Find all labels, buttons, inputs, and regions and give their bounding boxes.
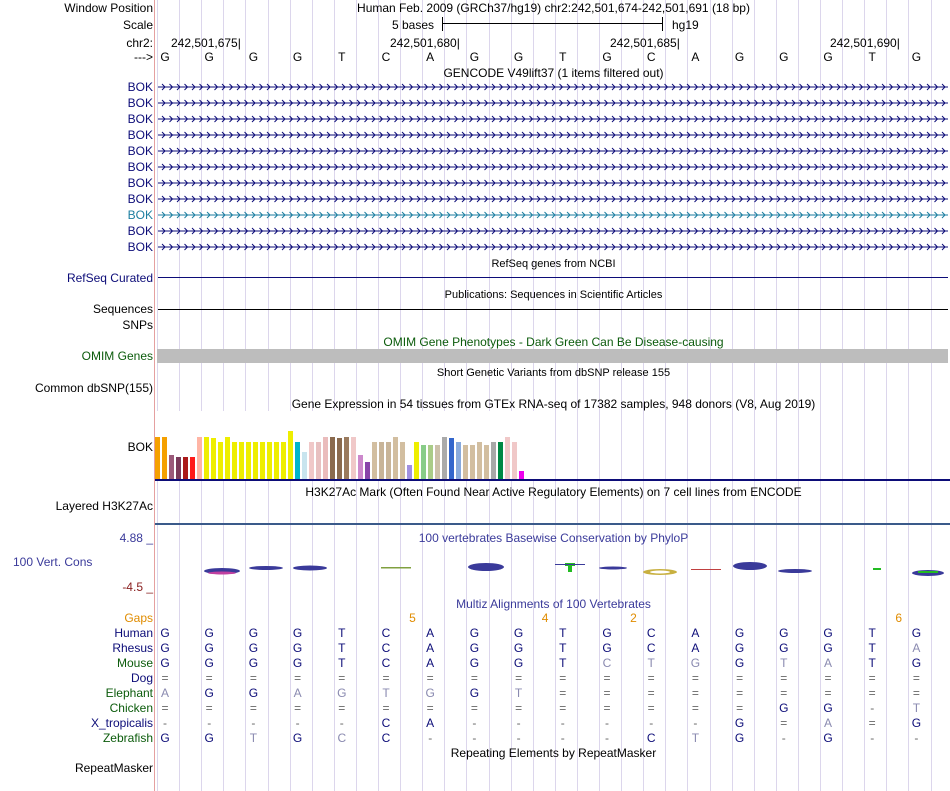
base: G bbox=[160, 50, 170, 64]
aligned-base: - bbox=[605, 731, 609, 745]
aligned-base: A bbox=[691, 626, 700, 640]
aligned-base: - bbox=[428, 731, 433, 745]
gtex-tissue-bar[interactable] bbox=[351, 437, 356, 479]
aligned-base: G bbox=[292, 731, 303, 745]
aligned-base: T bbox=[691, 731, 700, 745]
species-label[interactable]: Zebrafish bbox=[102, 731, 153, 745]
aligned-base: = bbox=[912, 671, 920, 685]
gtex-tissue-bar[interactable] bbox=[169, 455, 174, 479]
gtex-tissue-bar[interactable] bbox=[456, 442, 461, 479]
refseq-line[interactable] bbox=[158, 277, 948, 278]
gtex-tissue-bar[interactable] bbox=[519, 471, 524, 479]
gtex-tissue-bar[interactable] bbox=[155, 437, 160, 479]
aligned-base: C bbox=[381, 626, 391, 640]
aligned-base: T bbox=[559, 626, 567, 640]
gene-model[interactable] bbox=[158, 80, 948, 94]
base: G bbox=[779, 50, 789, 64]
aligned-base: - bbox=[914, 731, 919, 745]
aligned-base: G bbox=[248, 686, 259, 700]
gtex-tissue-bar[interactable] bbox=[190, 457, 195, 479]
window-position-label: Window Position bbox=[64, 1, 153, 15]
aligned-base: G bbox=[204, 656, 214, 670]
aligned-base: = bbox=[691, 671, 699, 685]
publications-title: Publications: Sequences in Scientific Articles bbox=[444, 289, 663, 301]
aligned-base: G bbox=[204, 641, 214, 655]
aligned-base: G bbox=[513, 656, 524, 670]
base: G bbox=[469, 50, 480, 64]
aligned-base: A bbox=[426, 656, 435, 670]
aligned-base: G bbox=[823, 641, 833, 655]
window-position-value: Human Feb. 2009 (GRCh37/hg19) chr2:242,501,674-242,501,691 (18 bp) bbox=[357, 1, 750, 15]
gtex-tissue-bar[interactable] bbox=[400, 442, 405, 479]
gtex-tissue-bar[interactable] bbox=[407, 465, 412, 479]
coordinate-tick: 242,501,685| bbox=[610, 36, 680, 50]
aligned-base: A bbox=[691, 641, 700, 655]
aligned-base: - bbox=[649, 716, 654, 730]
aligned-base: = bbox=[780, 716, 788, 730]
gene-label[interactable]: BOK bbox=[127, 112, 153, 126]
aligned-base: G bbox=[248, 656, 259, 670]
aligned-base: T bbox=[647, 656, 655, 670]
base: G bbox=[248, 50, 259, 64]
gtex-tissue-bar[interactable] bbox=[302, 452, 307, 479]
gene-label[interactable]: BOK bbox=[127, 144, 153, 158]
aligned-base: T bbox=[514, 686, 523, 700]
gtex-tissue-bar[interactable] bbox=[358, 455, 363, 479]
gap-count: 2 bbox=[630, 611, 637, 625]
gene-model[interactable] bbox=[158, 176, 948, 190]
gtex-bars[interactable] bbox=[155, 411, 535, 479]
aligned-base: G bbox=[160, 731, 170, 745]
aligned-base: = bbox=[205, 671, 213, 685]
omim-label[interactable]: OMIM Genes bbox=[81, 349, 153, 363]
aligned-base: G bbox=[911, 626, 922, 640]
h3k27ac-label[interactable]: Layered H3K27Ac bbox=[55, 499, 153, 513]
aligned-base: = bbox=[338, 701, 346, 715]
aligned-base: G bbox=[734, 731, 745, 745]
aligned-base: T bbox=[338, 656, 346, 670]
aligned-base: = bbox=[470, 671, 478, 685]
aligned-base: = bbox=[736, 671, 744, 685]
gene-label[interactable]: BOK bbox=[127, 160, 153, 174]
gap-count: 5 bbox=[409, 611, 416, 625]
aligned-base: T bbox=[559, 656, 567, 670]
gene-model[interactable] bbox=[158, 96, 948, 110]
species-label[interactable]: Dog bbox=[130, 671, 153, 685]
scale-text: 5 bases bbox=[392, 18, 435, 32]
aligned-base: = bbox=[603, 671, 611, 685]
gtex-tissue-bar[interactable] bbox=[463, 445, 468, 479]
gtex-tissue-bar[interactable] bbox=[204, 437, 209, 479]
aligned-base: G bbox=[469, 686, 480, 700]
aligned-base: A bbox=[160, 686, 169, 700]
conservation-title: 100 vertebrates Basewise Conservation by PhyloP bbox=[418, 531, 689, 545]
repeatmasker-label[interactable]: RepeatMasker bbox=[74, 761, 153, 775]
aligned-base: G bbox=[513, 641, 524, 655]
aligned-base: C bbox=[646, 731, 656, 745]
aligned-base: G bbox=[292, 641, 303, 655]
h3k27ac-title: H3K27Ac Mark (Often Found Near Active Regulatory Elements) on 7 cell lines from ENCODE bbox=[305, 485, 802, 499]
aligned-base: G bbox=[911, 656, 922, 670]
aligned-base: C bbox=[646, 641, 656, 655]
aligned-base: = bbox=[647, 701, 655, 715]
scale-bar bbox=[442, 17, 663, 31]
aligned-base: G bbox=[734, 656, 745, 670]
aligned-base: T bbox=[249, 731, 258, 745]
aligned-base: A bbox=[426, 716, 435, 730]
gtex-tissue-bar[interactable] bbox=[428, 445, 433, 479]
aligned-base: = bbox=[426, 671, 434, 685]
gtex-tissue-bar[interactable] bbox=[225, 437, 230, 479]
aligned-base: = bbox=[780, 671, 788, 685]
base: T bbox=[559, 50, 567, 64]
scale-label: Scale bbox=[122, 18, 153, 32]
aligned-base: G bbox=[469, 626, 480, 640]
aligned-base: = bbox=[161, 701, 169, 715]
aligned-base: G bbox=[911, 716, 922, 730]
gene-model[interactable] bbox=[158, 112, 948, 126]
aligned-base: A bbox=[912, 641, 921, 655]
aligned-base: - bbox=[472, 731, 477, 745]
gene-model[interactable] bbox=[158, 192, 948, 206]
coordinate-tick: 242,501,675| bbox=[171, 36, 241, 50]
aligned-base: G bbox=[160, 656, 170, 670]
conservation-min: -4.5 _ bbox=[122, 580, 153, 594]
aligned-base: G bbox=[734, 641, 745, 655]
gene-label[interactable]: BOK bbox=[127, 208, 153, 222]
aligned-base: = bbox=[868, 671, 876, 685]
species-label[interactable]: Mouse bbox=[116, 656, 153, 670]
refseq-label[interactable]: RefSeq Curated bbox=[66, 271, 153, 285]
aligned-base: G bbox=[292, 626, 303, 640]
aligned-base: T bbox=[868, 656, 876, 670]
aligned-base: - bbox=[472, 716, 477, 730]
aligned-base: G bbox=[513, 626, 524, 640]
gtex-tissue-bar[interactable] bbox=[239, 442, 244, 479]
gtex-tissue-bar[interactable] bbox=[295, 442, 300, 479]
gtex-tissue-bar[interactable] bbox=[197, 437, 202, 479]
gtex-tissue-bar[interactable] bbox=[414, 442, 419, 479]
aligned-base: = bbox=[559, 701, 567, 715]
gene-label[interactable]: BOK bbox=[127, 80, 153, 94]
aligned-base: = bbox=[559, 671, 567, 685]
aligned-base: - bbox=[605, 716, 609, 730]
aligned-base: - bbox=[870, 701, 875, 715]
gtex-tissue-bar[interactable] bbox=[274, 442, 279, 479]
aligned-base: G bbox=[248, 641, 259, 655]
aligned-base: - bbox=[207, 716, 212, 730]
aligned-base: C bbox=[337, 731, 347, 745]
gtex-tissue-bar[interactable] bbox=[176, 457, 181, 479]
gene-model[interactable] bbox=[158, 144, 948, 158]
aligned-base: G bbox=[160, 641, 170, 655]
aligned-base: C bbox=[381, 731, 391, 745]
aligned-base: T bbox=[382, 686, 390, 700]
base: G bbox=[292, 50, 303, 64]
gtex-tissue-bar[interactable] bbox=[337, 438, 342, 479]
gtex-tissue-bar[interactable] bbox=[505, 437, 510, 479]
gap-count: 4 bbox=[541, 611, 549, 625]
aligned-base: = bbox=[691, 701, 699, 715]
aligned-base: G bbox=[160, 626, 170, 640]
aligned-base: = bbox=[249, 701, 257, 715]
aligned-base: = bbox=[736, 686, 744, 700]
refseq-title: RefSeq genes from NCBI bbox=[491, 258, 616, 270]
aligned-base: = bbox=[426, 701, 434, 715]
aligned-base: = bbox=[603, 701, 611, 715]
base: G bbox=[823, 50, 833, 64]
aligned-base: C bbox=[646, 626, 656, 640]
aligned-base: T bbox=[868, 641, 876, 655]
aligned-base: = bbox=[824, 686, 832, 700]
gtex-label[interactable]: BOK bbox=[127, 440, 153, 454]
publications-line[interactable] bbox=[158, 309, 948, 310]
gene-label[interactable]: BOK bbox=[127, 224, 153, 238]
base: A bbox=[426, 50, 435, 64]
dbsnp-title: Short Genetic Variants from dbSNP release 155 bbox=[436, 367, 671, 379]
gene-model[interactable] bbox=[158, 208, 948, 222]
omim-title: OMIM Gene Phenotypes - Dark Green Can Be Disease-causing bbox=[383, 335, 724, 349]
aligned-base: G bbox=[292, 656, 303, 670]
multiz-title: Multiz Alignments of 100 Vertebrates bbox=[456, 597, 651, 611]
aligned-base: = bbox=[205, 701, 213, 715]
gtex-tissue-bar[interactable] bbox=[386, 442, 391, 479]
h3k27ac-baseline bbox=[155, 523, 950, 525]
aligned-base: C bbox=[602, 656, 612, 670]
gap-count: 6 bbox=[895, 611, 903, 625]
aligned-base: - bbox=[339, 716, 344, 730]
aligned-base: A bbox=[426, 626, 435, 640]
gtex-tissue-bar[interactable] bbox=[162, 437, 167, 479]
aligned-base: A bbox=[823, 716, 832, 730]
aligned-base: T bbox=[338, 626, 346, 640]
aligned-base: = bbox=[515, 701, 523, 715]
species-label[interactable]: Chicken bbox=[109, 701, 153, 715]
aligned-base: - bbox=[560, 731, 565, 745]
dbsnp-label[interactable]: Common dbSNP(155) bbox=[34, 381, 153, 395]
aligned-base: A bbox=[823, 656, 832, 670]
base: T bbox=[338, 50, 346, 64]
base: C bbox=[381, 50, 391, 64]
aligned-base: G bbox=[823, 731, 833, 745]
aligned-base: T bbox=[868, 626, 876, 640]
aligned-base: G bbox=[823, 701, 833, 715]
gtex-tissue-bar[interactable] bbox=[379, 442, 384, 479]
snps-label[interactable]: SNPs bbox=[122, 318, 153, 332]
gene-model[interactable] bbox=[158, 128, 948, 142]
species-label[interactable]: Rhesus bbox=[112, 641, 153, 655]
aligned-base: G bbox=[602, 626, 612, 640]
aligned-base: G bbox=[204, 686, 214, 700]
gtex-tissue-bar[interactable] bbox=[449, 438, 454, 479]
aligned-base: - bbox=[295, 716, 300, 730]
aligned-base: = bbox=[647, 671, 655, 685]
aligned-base: = bbox=[647, 686, 655, 700]
aligned-base: G bbox=[734, 626, 745, 640]
aligned-base: = bbox=[559, 686, 567, 700]
gtex-tissue-bar[interactable] bbox=[365, 462, 370, 479]
aligned-base: = bbox=[338, 671, 346, 685]
aligned-base: - bbox=[251, 716, 256, 730]
aligned-base: - bbox=[870, 731, 875, 745]
aligned-base: G bbox=[469, 641, 480, 655]
aligned-base: G bbox=[690, 656, 701, 670]
gene-label[interactable]: BOK bbox=[127, 96, 153, 110]
gtex-tissue-bar[interactable] bbox=[484, 445, 489, 479]
aligned-base: = bbox=[161, 671, 169, 685]
base: G bbox=[734, 50, 745, 64]
aligned-base: G bbox=[204, 626, 214, 640]
aligned-base: - bbox=[516, 716, 521, 730]
aligned-base: = bbox=[249, 671, 257, 685]
base: G bbox=[911, 50, 922, 64]
aligned-base: G bbox=[779, 701, 789, 715]
gtex-tissue-bar[interactable] bbox=[372, 442, 377, 479]
gaps-label: Gaps bbox=[124, 611, 153, 625]
gtex-tissue-bar[interactable] bbox=[218, 442, 223, 479]
aligned-base: = bbox=[868, 716, 876, 730]
aligned-base: C bbox=[381, 641, 391, 655]
gtex-tissue-bar[interactable] bbox=[477, 442, 482, 479]
conservation-label[interactable]: 100 Vert. Cons bbox=[13, 555, 93, 569]
aligned-base: = bbox=[603, 686, 611, 700]
gene-label[interactable]: BOK bbox=[127, 176, 153, 190]
gene-model[interactable] bbox=[158, 240, 948, 254]
aligned-base: = bbox=[691, 686, 699, 700]
conservation-max: 4.88 _ bbox=[119, 531, 153, 545]
coordinate-tick: 242,501,680| bbox=[390, 36, 460, 50]
base: G bbox=[204, 50, 214, 64]
gtex-tissue-bar[interactable] bbox=[281, 442, 286, 479]
aligned-base: G bbox=[602, 641, 612, 655]
aligned-base: = bbox=[382, 701, 390, 715]
repeatmasker-title: Repeating Elements by RepeatMasker bbox=[450, 746, 657, 760]
gtex-tissue-bar[interactable] bbox=[393, 437, 398, 479]
gtex-baseline bbox=[155, 479, 950, 481]
aligned-base: G bbox=[469, 656, 480, 670]
gtex-tissue-bar[interactable] bbox=[421, 445, 426, 479]
gtex-tissue-bar[interactable] bbox=[288, 431, 293, 479]
gencode-title: GENCODE V49lift37 (1 items filtered out) bbox=[443, 66, 664, 80]
aligned-base: = bbox=[294, 701, 302, 715]
strand-label: ---> bbox=[134, 50, 153, 64]
gtex-tissue-bar[interactable] bbox=[442, 437, 447, 479]
aligned-base: G bbox=[779, 626, 789, 640]
gtex-tissue-bar[interactable] bbox=[253, 442, 258, 479]
base: G bbox=[602, 50, 612, 64]
gtex-tissue-bar[interactable] bbox=[183, 457, 188, 479]
gtex-tissue-bar[interactable] bbox=[260, 442, 265, 479]
gtex-tissue-bar[interactable] bbox=[344, 437, 349, 479]
species-label[interactable]: Elephant bbox=[105, 686, 153, 700]
coordinate-tick: 242,501,690| bbox=[830, 36, 900, 50]
base: C bbox=[646, 50, 656, 64]
aligned-base: G bbox=[823, 626, 833, 640]
aligned-base: G bbox=[734, 716, 745, 730]
base: A bbox=[691, 50, 700, 64]
gtex-tissue-bar[interactable] bbox=[498, 442, 503, 479]
gtex-tissue-bar[interactable] bbox=[435, 445, 440, 479]
aligned-base: C bbox=[381, 716, 391, 730]
aligned-base: = bbox=[868, 686, 876, 700]
aligned-base: - bbox=[781, 731, 786, 745]
aligned-base: - bbox=[693, 716, 698, 730]
aligned-base: G bbox=[204, 731, 214, 745]
aligned-base: = bbox=[780, 686, 788, 700]
gtex-tissue-bar[interactable] bbox=[316, 442, 321, 479]
aligned-base: - bbox=[516, 731, 521, 745]
base: G bbox=[513, 50, 524, 64]
aligned-base: G bbox=[337, 686, 347, 700]
gtex-tissue-bar[interactable] bbox=[267, 442, 272, 479]
aligned-base: = bbox=[294, 671, 302, 685]
sequences-label[interactable]: Sequences bbox=[92, 302, 153, 316]
aligned-base: = bbox=[515, 671, 523, 685]
species-label[interactable]: Human bbox=[114, 626, 153, 640]
scale-assembly: hg19 bbox=[672, 18, 699, 32]
aligned-base: A bbox=[426, 641, 435, 655]
species-label[interactable]: X_tropicalis bbox=[90, 716, 153, 730]
aligned-base: - bbox=[560, 716, 565, 730]
aligned-base: = bbox=[470, 701, 478, 715]
gene-label[interactable]: BOK bbox=[127, 192, 153, 206]
aligned-base: G bbox=[779, 641, 789, 655]
gtex-tissue-bar[interactable] bbox=[232, 442, 237, 479]
aligned-base: = bbox=[382, 671, 390, 685]
aligned-base: T bbox=[338, 641, 346, 655]
aligned-base: = bbox=[824, 671, 832, 685]
chrom-label: chr2: bbox=[126, 36, 153, 50]
aligned-base: T bbox=[559, 641, 567, 655]
gtex-tissue-bar[interactable] bbox=[512, 442, 517, 479]
aligned-base: T bbox=[780, 656, 788, 670]
gtex-title: Gene Expression in 54 tissues from GTEx RNA-seq of 17382 samples, 948 donors (V8, Aug 2019) bbox=[291, 397, 816, 411]
conservation-logo[interactable] bbox=[155, 555, 950, 580]
aligned-base: = bbox=[736, 701, 744, 715]
aligned-base: T bbox=[912, 701, 921, 715]
aligned-base: G bbox=[248, 626, 259, 640]
gene-label[interactable]: BOK bbox=[127, 128, 153, 142]
gtex-tissue-bar[interactable] bbox=[330, 437, 335, 479]
gtex-tissue-bar[interactable] bbox=[309, 442, 314, 479]
gtex-tissue-bar[interactable] bbox=[470, 445, 475, 479]
aligned-base: C bbox=[381, 656, 391, 670]
aligned-base: = bbox=[912, 686, 920, 700]
gene-model[interactable] bbox=[158, 160, 948, 174]
gene-label[interactable]: BOK bbox=[127, 240, 153, 254]
aligned-base: - bbox=[163, 716, 167, 730]
gtex-tissue-bar[interactable] bbox=[491, 442, 496, 479]
gtex-tissue-bar[interactable] bbox=[211, 438, 216, 479]
aligned-base: A bbox=[293, 686, 302, 700]
base: T bbox=[868, 50, 876, 64]
omim-bar[interactable] bbox=[157, 349, 948, 363]
aligned-base: G bbox=[425, 686, 435, 700]
gene-model[interactable] bbox=[158, 224, 948, 238]
gtex-tissue-bar[interactable] bbox=[246, 442, 251, 479]
gtex-tissue-bar[interactable] bbox=[323, 437, 328, 479]
